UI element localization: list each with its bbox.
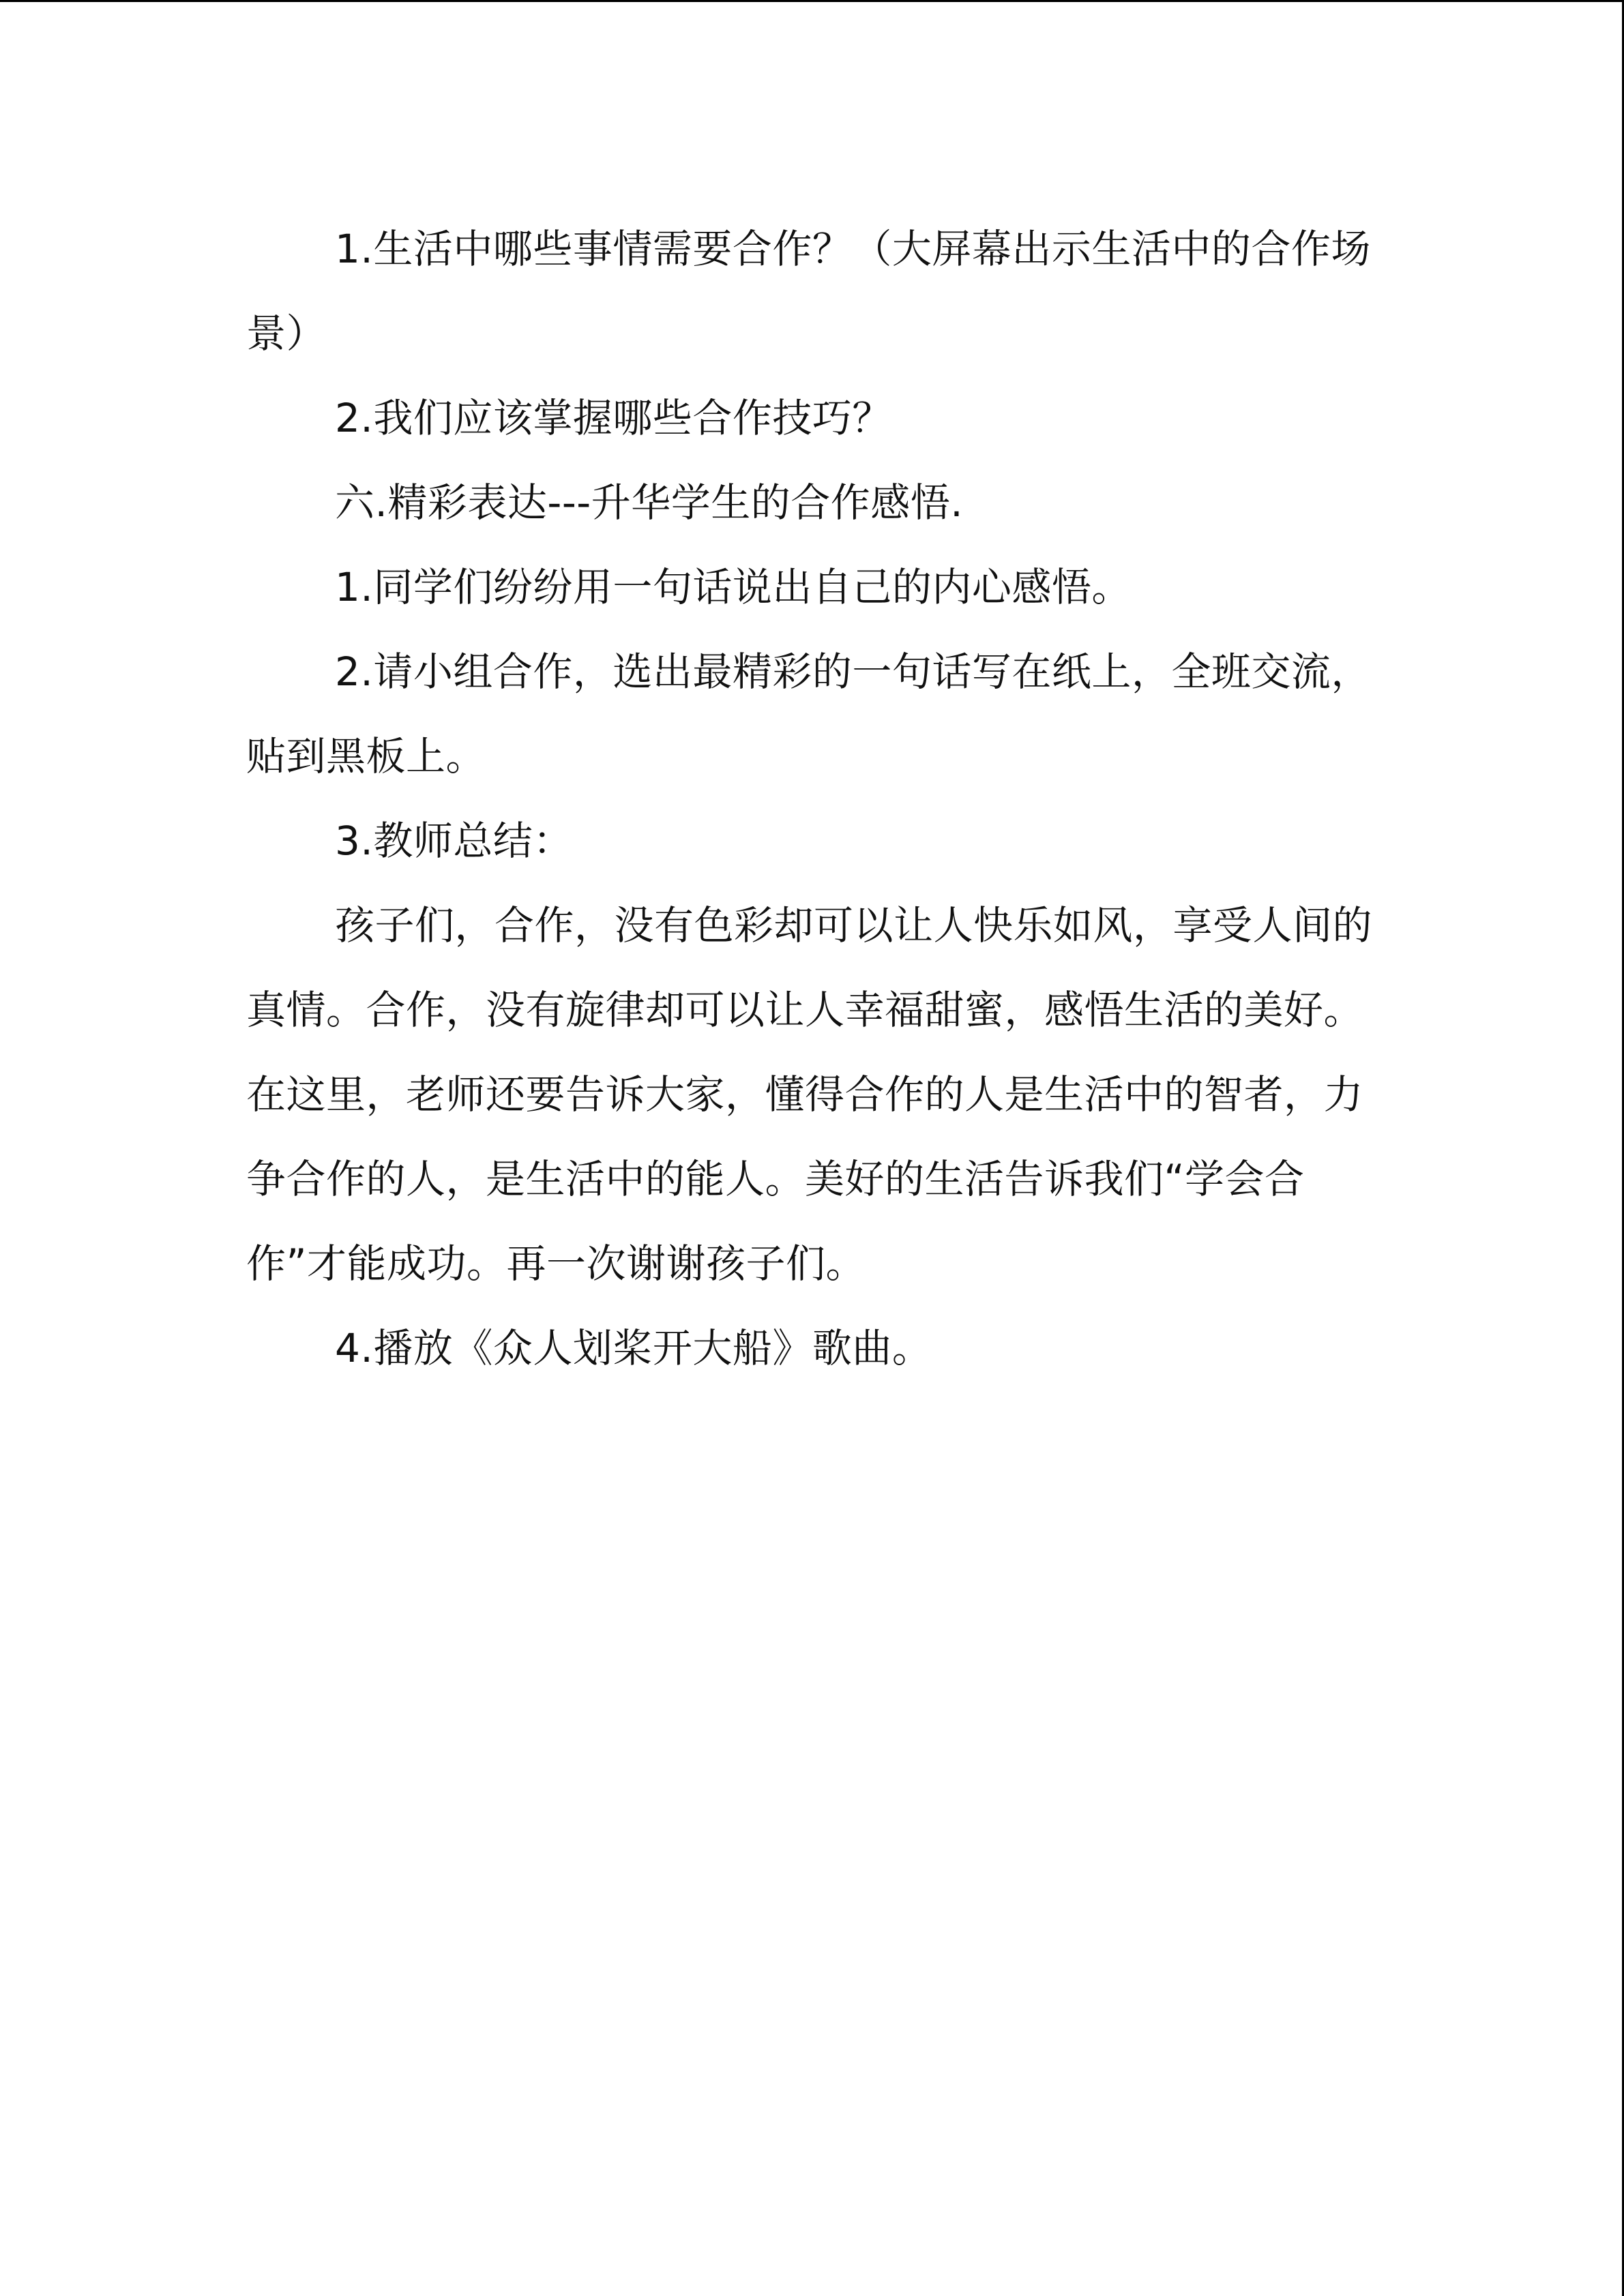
section-heading-six: 六.精彩表达---升华学生的合作感悟. [335,479,964,526]
document-body [246,207,1378,1390]
paragraph-play-song: 4.播放《众人划桨开大船》歌曲。 [335,1325,932,1371]
paragraph-group-work: 2.请小组合作，选出最精彩的一句话写在纸上，全班交流，贴到黑板上。 [246,648,1371,779]
paragraph-share-feelings: 1.同学们纷纷用一句话说出自己的内心感悟。 [335,564,1132,610]
paragraph-teacher-summary: 孩子们，合作，没有色彩却可以让人快乐如风，享受人间的真情。合作，没有旋律却可以让人幸福甜蜜，感悟生活的美好。在这里，老师还要告诉大家，懂得合作的人是生活中的智者，力争合作的人，是生活中的能人。美好的生活告诉我们“学会合作”才能成功。再一次谢谢孩子们。 [246,902,1373,1287]
paragraph-cooperation-skills: 2.我们应该掌握哪些合作技巧？ [335,395,892,441]
paragraph-cooperation-question: 1.生活中哪些事情需要合作？（大屏幕出示生活中的合作场景） [246,226,1371,357]
paragraph-teacher-summary-label: 3.教师总结： [335,818,573,864]
